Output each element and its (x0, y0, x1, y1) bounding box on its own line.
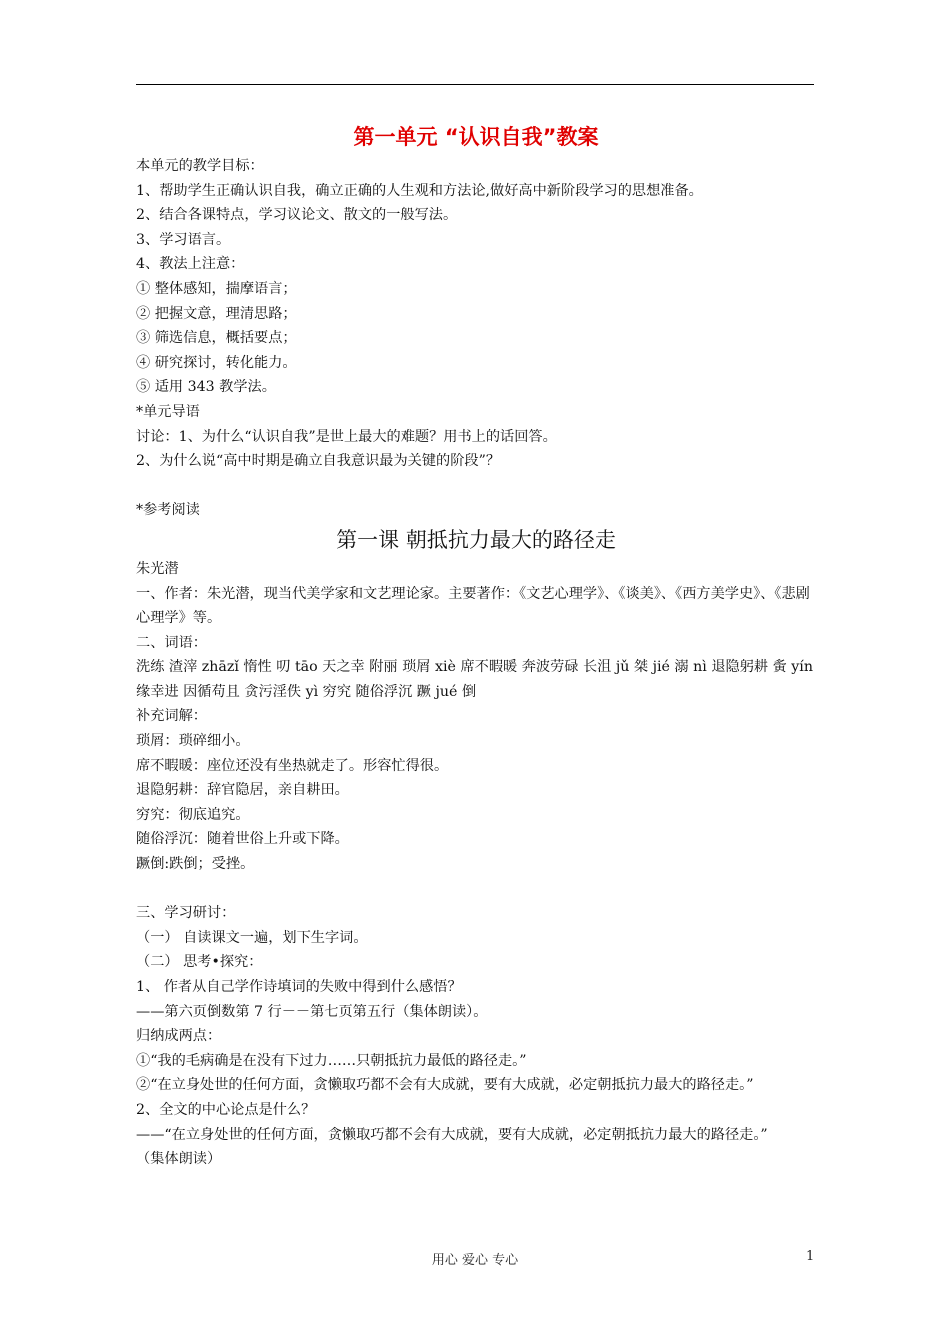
header-rule (136, 84, 814, 85)
summary-point-2: ②“在立身处世的任何方面，贪懒取巧都不会有大成就，要有大成就，必定朝抵抗力最大的路径走。” (136, 1077, 754, 1094)
author-intro: 一、作者：朱光潜，现当代美学家和文艺理论家。主要著作：《文艺心理学》、《谈美》、《西方美学史》、《悲剧心理学》等。 (136, 585, 810, 627)
supplement-item: 随俗浮沉：随着世俗上升或下降。 (136, 831, 349, 848)
question-2-note: （集体朗读） (136, 1151, 222, 1168)
study-step-1: （一） 自读课文一遍，划下生字词。 (136, 929, 368, 946)
summary-heading: 归纳成两点： (136, 1028, 222, 1045)
question-1: 1、 作者从自己学作诗填词的失败中得到什么感悟？ (136, 979, 462, 995)
study-step-2: （二） 思考•探究： (136, 954, 263, 971)
discussion-2: 2、为什么说“高中时期是确立自我意识最为关键的阶段”？ (136, 453, 501, 470)
supplement-heading: 补充词解： (136, 708, 207, 725)
author-name: 朱光潜 (136, 560, 179, 577)
summary-point-1: ①“我的毛病确是在没有下过力……只朝抵抗力最低的路径走。” (136, 1052, 527, 1069)
method-2: ② 把握文意，理清思路； (136, 305, 297, 322)
supplement-item: 退隐躬耕：辞官隐居，亲自耕田。 (136, 782, 349, 799)
vocab-heading: 二、词语： (136, 634, 207, 651)
vocab-list: 洗练 渣滓 zhāzǐ 惰性 叨 tāo 天之幸 附丽 琐屑 xiè 席不暇暖 奔波劳碌 长沮 jǔ 桀 jié 溺 nì 退隐躬耕 夤 yín 缘幸进 因循苟且 贪污淫佚 yì 穷究 随俗浮沉 蹶 jué 倒 (136, 659, 813, 700)
objective-2: 2、结合各课特点，学习议论文、散文的一般写法。 (136, 207, 458, 224)
unit-title: 第一单元 “认识自我”教案 (353, 125, 599, 149)
question-1-reference: ——第六页倒数第 7 行－－第七页第五行（集体朗读）。 (136, 1003, 488, 1020)
question-2-answer: ——“在立身处世的任何方面，贪懒取巧都不会有大成就，要有大成就，必定朝抵抗力最大的路径走。” (136, 1126, 768, 1143)
method-1: ① 整体感知，揣摩语言； (136, 280, 297, 297)
objective-4: 4、教法上注意： (136, 256, 245, 273)
supplement-item: 席不暇暖：座位还没有坐热就走了。形容忙得很。 (136, 757, 449, 774)
objectives-heading: 本单元的教学目标： (136, 158, 264, 174)
objective-1: 1、帮助学生正确认识自我，确立正确的人生观和方法论,做好高中新阶段学习的思想准备。 (136, 182, 703, 199)
reference-reading: *参考阅读 (136, 502, 200, 519)
method-4: ④ 研究探讨，转化能力。 (136, 354, 297, 371)
supplement-item: 蹶倒:跌倒；受挫。 (136, 856, 255, 873)
page-number: 1 (806, 1249, 815, 1264)
method-5: ⑤ 适用 343 教学法。 (136, 379, 276, 396)
study-heading: 三、学习研讨： (136, 905, 236, 922)
page-footer: 用心 爱心 专心 (431, 1253, 519, 1268)
lesson-title: 第一课 朝抵抗力最大的路径走 (336, 527, 616, 552)
question-2: 2、全文的中心论点是什么？ (136, 1101, 316, 1118)
supplement-item: 穷究：彻底追究。 (136, 806, 250, 823)
discussion-1: 讨论：1、为什么“认识自我”是世上最大的难题？用书上的话回答。 (136, 428, 557, 445)
supplement-item: 琐屑：琐碎细小。 (136, 733, 250, 750)
document-body (136, 120, 816, 1172)
objective-3: 3、学习语言。 (136, 231, 231, 248)
method-3: ③ 筛选信息，概括要点； (136, 330, 297, 347)
unit-guide-heading: *单元导语 (136, 403, 200, 420)
